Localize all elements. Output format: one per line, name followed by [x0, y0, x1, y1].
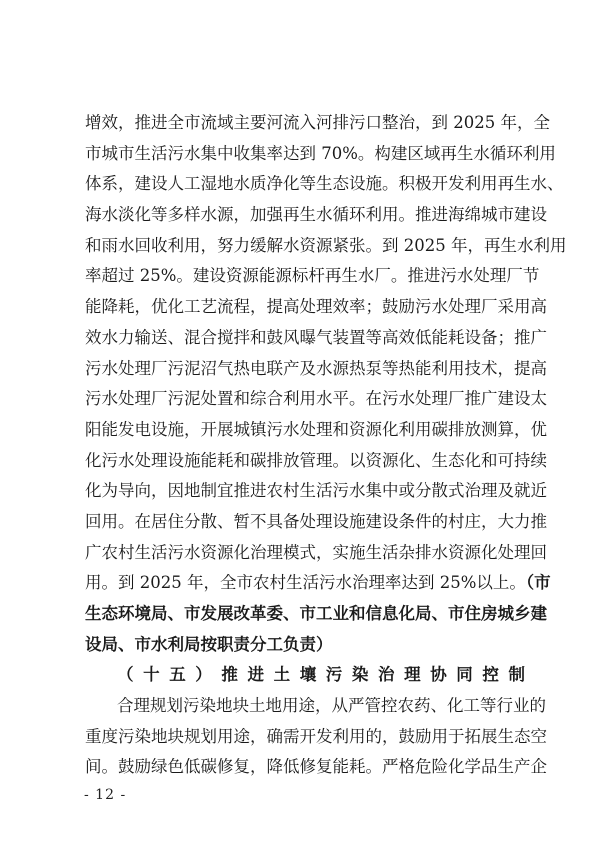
text-line: 广农村生活污水资源化治理模式，实施生活杂排水资源化处理回 — [85, 542, 547, 562]
responsibility-line: 设局、市水利局按职责分工负责） — [85, 634, 333, 654]
text-line: 回用。在居住分散、暂不具备处理设施建设条件的村庄，大力推 — [85, 511, 547, 531]
text-line: 重度污染地块规划用途，确需开发利用的，鼓励用于拓展生态空 — [85, 726, 547, 746]
text-line: 效水力输送、混合搅拌和鼓风曝气装置等高效低能耗设备；推广 — [85, 327, 547, 347]
text-line: 合理规划污染地块土地用途，从严管控农药、化工等行业的 — [117, 696, 546, 716]
text-line: 市城市生活污水集中收集率达到 70%。构建区域再生水循环利用 — [85, 143, 556, 163]
paragraph-end-text: 用。到 2025 年，全市农村生活污水治理率达到 25%以上。 — [85, 573, 526, 593]
responsibility-start: （市 — [525, 573, 551, 593]
text-line: 和雨水回收利用，努力缓解水资源紧张。到 2025 年，再生水利用 — [85, 235, 567, 255]
body-text — [85, 108, 567, 783]
page-number: - 12 - — [84, 787, 127, 803]
text-line-mixed — [85, 568, 551, 599]
text-line: 率超过 25%。建设资源能源标杆再生水厂。推进污水处理厂节 — [85, 266, 540, 286]
section-heading: （十五）推进土壤污染治理协同控制 — [117, 665, 525, 685]
text-line: 化为导向，因地制宜推进农村生活污水集中或分散式治理及就近 — [85, 481, 547, 501]
text-line: 阳能发电设施，开展城镇污水处理和资源化利用碳排放测算，优 — [85, 419, 547, 439]
text-line: 增效，推进全市流域主要河流入河排污口整治，到 2025 年，全 — [85, 113, 550, 132]
text-line: 化污水处理设施能耗和碳排放管理。以资源化、生态化和可持续 — [85, 450, 547, 470]
text-line: 间。鼓励绿色低碳修复，降低修复能耗。严格危险化学品生产企 — [85, 757, 547, 777]
text-line: 污水处理厂污泥沼气热电联产及水源热泵等热能利用技术，提高 — [85, 358, 547, 378]
text-line: 体系，建设人工湿地水质净化等生态设施。积极开发利用再生水、 — [85, 174, 564, 194]
text-line: 能降耗，优化工艺流程，提高处理效率；鼓励污水处理厂采用高 — [85, 297, 547, 317]
text-line: 污水处理厂污泥处置和综合利用水平。在污水处理厂推广建设太 — [85, 389, 547, 409]
responsibility-line: 生态环境局、市发展改革委、市工业和信息化局、市住房城乡建 — [85, 604, 547, 623]
text-line: 海水淡化等多样水源，加强再生水循环利用。推进海绵城市建设 — [85, 205, 547, 225]
